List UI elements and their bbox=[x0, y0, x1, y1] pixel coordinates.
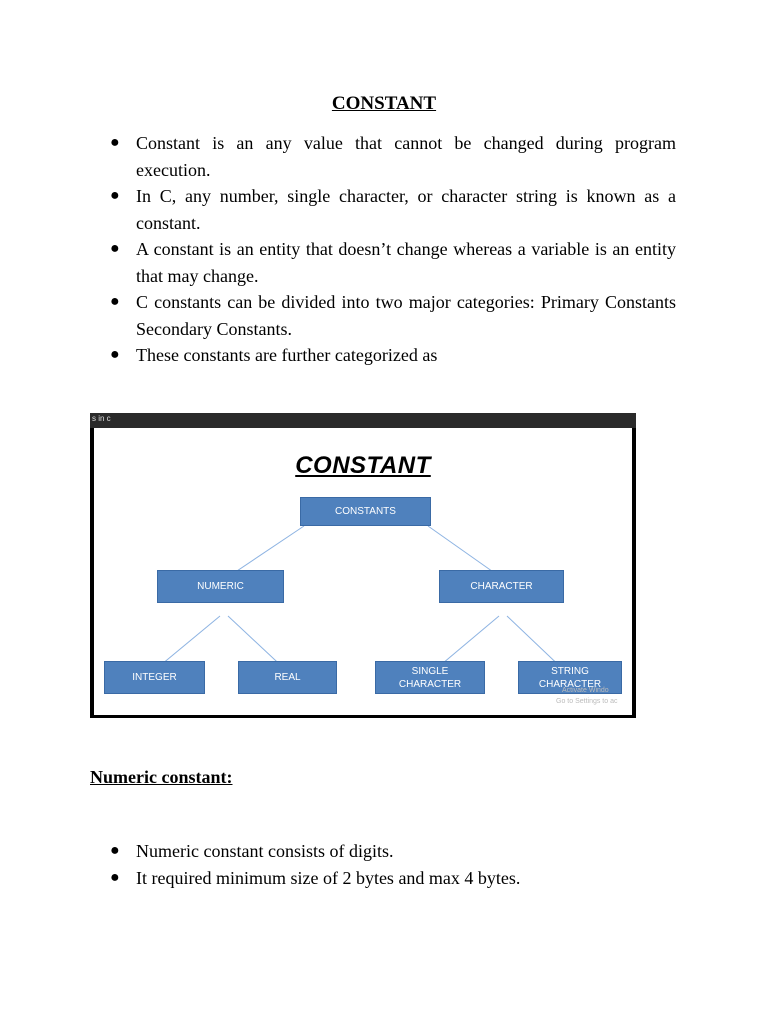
list-item: ● A constant is an entity that doesn’t change whereas a variable is an entity that may change. bbox=[136, 236, 676, 289]
activation-watermark-line2: Go to Settings to ac bbox=[556, 698, 618, 705]
node-character: CHARACTER bbox=[439, 570, 564, 603]
window-titlebar bbox=[90, 413, 636, 428]
constant-diagram-screenshot bbox=[90, 413, 636, 718]
list-item: ● In C, any number, single character, or character string is known as a constant. bbox=[136, 183, 676, 236]
list-item: ● Constant is an any value that cannot be changed during program execution. bbox=[136, 130, 676, 183]
numeric-constant-heading: Numeric constant: bbox=[90, 767, 233, 787]
bullet-icon: ● bbox=[110, 134, 120, 151]
node-numeric: NUMERIC bbox=[157, 570, 284, 603]
bullet-icon: ● bbox=[110, 868, 120, 886]
diagram-canvas bbox=[94, 428, 632, 715]
list-item: ● Numeric constant consists of digits. bbox=[136, 838, 676, 865]
node-integer: INTEGER bbox=[104, 661, 205, 694]
node-constants: CONSTANTS bbox=[300, 497, 431, 526]
bullet-icon: ● bbox=[110, 293, 120, 310]
bullet-icon: ● bbox=[110, 842, 120, 859]
node-string-character: STRING CHARACTER bbox=[518, 661, 622, 694]
node-single-character: SINGLE CHARACTER bbox=[375, 661, 485, 694]
diagram-title: CONSTANT bbox=[295, 452, 431, 479]
intro-bullet-list bbox=[110, 130, 676, 369]
list-item: ● C constants can be divided into two major categories: Primary Constants Secondary Constants. bbox=[136, 289, 676, 342]
window-caption: s in c bbox=[92, 414, 111, 423]
bullet-icon: ● bbox=[110, 346, 120, 363]
bullet-icon: ● bbox=[110, 187, 120, 204]
node-real: REAL bbox=[238, 661, 337, 694]
activation-watermark-line1: Activate Windo bbox=[562, 687, 609, 694]
bullet-icon: ● bbox=[110, 240, 120, 257]
list-item: ● It required minimum size of 2 bytes and max 4 bytes. bbox=[136, 865, 676, 892]
page-title: CONSTANT bbox=[331, 93, 437, 114]
list-item: ● These constants are further categorized as bbox=[136, 342, 676, 369]
numeric-bullet-list bbox=[110, 838, 676, 891]
